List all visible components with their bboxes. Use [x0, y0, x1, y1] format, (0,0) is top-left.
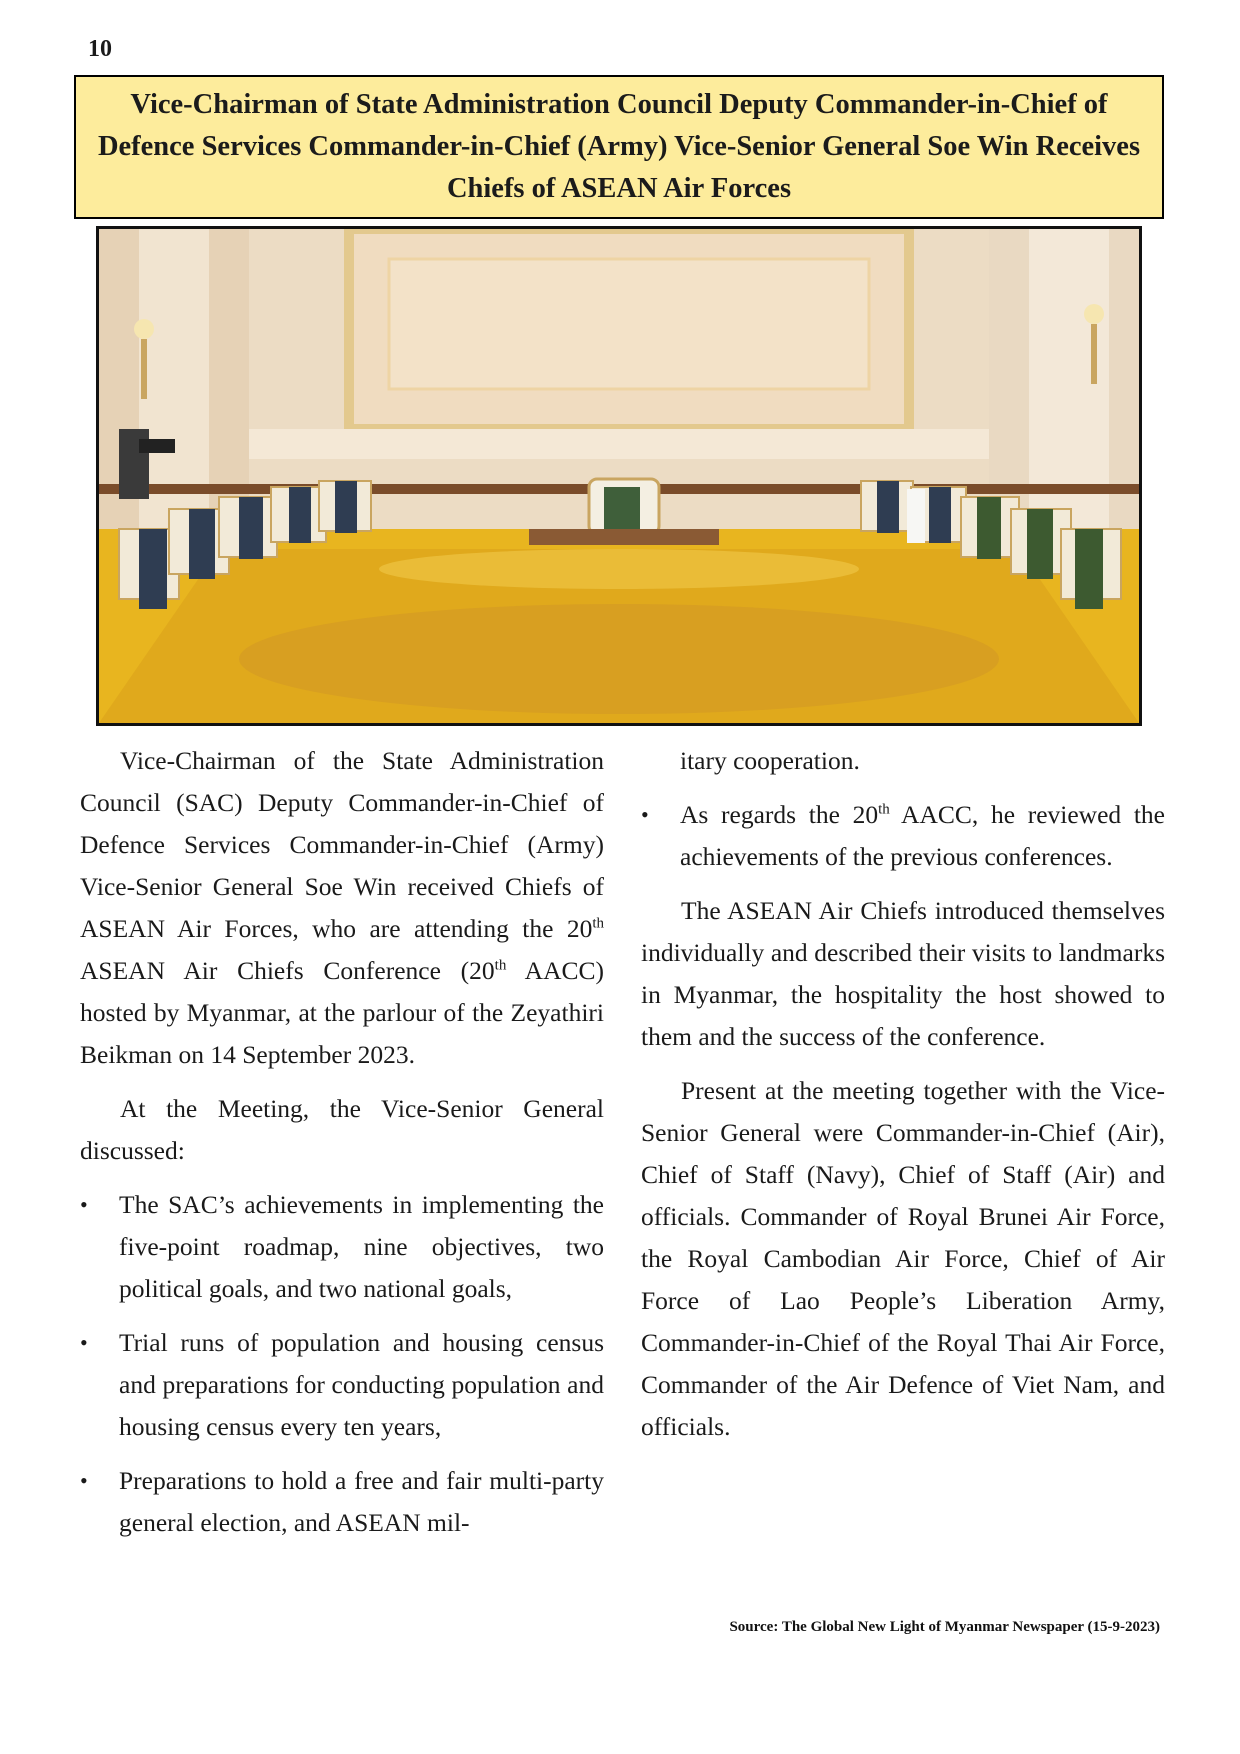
meeting-photo-illustration — [99, 229, 1139, 723]
intro-text-2: ASEAN Air Chiefs Conference (20 — [80, 956, 495, 985]
continuation-text: itary cooperation. — [680, 746, 860, 775]
aacc-list — [641, 794, 1165, 878]
aacc-text-1: As regards the 20 — [680, 800, 879, 829]
source-credit: Source: The Global New Light of Myanmar Newspaper (15-9-2023) — [729, 1619, 1160, 1635]
page-number: 10 — [88, 36, 112, 62]
introductions-paragraph: The ASEAN Air Chiefs introduced themselves individually and described their visits to landmarks in Myanmar, the hospitality the host showed to them and the success of the conference. — [641, 896, 1165, 1051]
meeting-photo — [96, 226, 1142, 726]
ordinal-suffix: th — [878, 801, 890, 818]
discussion-paragraph: At the Meeting, the Vice-Senior General discussed: — [80, 1094, 604, 1165]
intro-text-1: Vice-Chairman of the State Administration Council (SAC) Deputy Commander-in-Chief of Defence Services Commander-in-Chief (Army) Vice-Senior General Soe Win received Chiefs of ASEAN Air Forces, who are attending the 20 — [80, 746, 604, 943]
aacc-text-2: AACC, he reviewed the achievements of the previous conferences. — [680, 800, 1165, 871]
attendees-paragraph: Present at the meeting together with the Vice-Senior General were Commander-in-Chief (Air), Chief of Staff (Navy), Chief of Staff (Air) and officials. Commander of Royal Brunei Air Force, the Royal Cambodian Air Force, Chief of Air Force of Lao People’s Liberation Army, Commander-in-Chief of the Royal Thai Air Force, Commander of the Air Defence of Viet Nam, and officials. — [641, 1076, 1165, 1441]
headline-box — [74, 75, 1164, 219]
list-item: • Preparations to hold a free and fair multi-party general election, and ASEAN mil- — [80, 1460, 604, 1544]
ordinal-suffix: th — [494, 957, 507, 974]
intro-text-3: AACC) hosted by Myanmar, at the parlour of the Zeyathiri Beikman on 14 September 2023. — [80, 956, 605, 1069]
list-item: • Trial runs of population and housing census and preparations for conducting population and housing census every ten years, — [80, 1322, 604, 1448]
intro-paragraph — [80, 740, 604, 1076]
discussion-list — [80, 1184, 604, 1544]
right-column — [641, 740, 1165, 1460]
headline: Vice-Chairman of State Administration Council Deputy Commander-in-Chief of Defence Services Commander-in-Chief (Army) Vice-Senior General Soe Win Receives Chiefs of ASEAN Air Forces — [97, 89, 1141, 204]
list-item: • The SAC’s achievements in implementing the five-point roadmap, nine objectives, two political goals, and two national goals, — [80, 1184, 604, 1310]
left-column — [80, 740, 604, 1556]
list-item — [641, 794, 1165, 878]
ordinal-suffix: th — [592, 915, 604, 932]
